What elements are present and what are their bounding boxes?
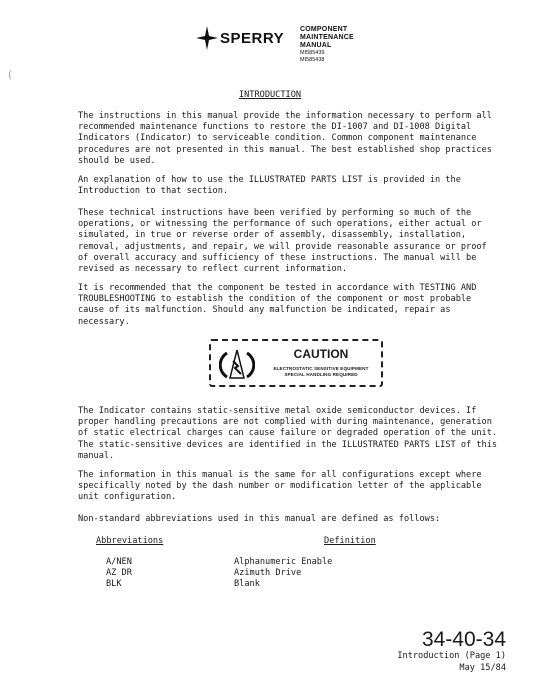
abbr-definition: Alphanumeric Enable bbox=[234, 557, 333, 567]
paragraph-parts-list: An explanation of how to use the ILLUSTRATED PARTS LIST is provided in the Introduction to that section. bbox=[78, 175, 461, 197]
paragraph-verification: These technical instructions have been verified by performing so much of the operations, or witnessing the performance of such operations, either actual or simulated, in true or reverse order of assembly, disassembly, installation, removal, adjustments, and repair, we will provide reasonable assurance or proof of overall accuracy and sufficiency of these instructions. The manual will be revised as necessary to reflect current information. bbox=[78, 208, 487, 275]
page-date: May 15/84 bbox=[459, 663, 506, 673]
esd-warning-icon bbox=[219, 347, 255, 383]
section-title-text: INTRODUCTION bbox=[238, 90, 302, 100]
paragraph-static-sensitive: The Indicator contains static-sensitive metal oxide semiconductor devices. If proper handling precautions are not complied with during maintenance, generation of static electrical charges can cause failure or degraded operation of the unit. The static-sensitive devices are identified in the ILLUSTRATED PARTS LIST of this manual. bbox=[78, 406, 498, 461]
paragraph-purpose: The instructions in this manual provide the information necessary to perform all recommended maintenance functions to restore the DI-1007 and DI-1008 Digital Indicators (Indicator) to serviceable condition. Common component maintenance procedures are not presented in this manual. The best established shop practices should be used. bbox=[78, 111, 492, 166]
manual-number-1: MI585439 bbox=[300, 50, 325, 56]
manual-title-line-1: COMPONENT bbox=[300, 26, 348, 33]
paragraph-testing: It is recommended that the component be tested in accordance with TESTING AND TROUBLESHOOTING to establish the condition of the component or most probable cause of its malfunction. Should any malfunction be indicated, repair as necessary. bbox=[78, 283, 477, 327]
abbr-term: AZ DR bbox=[106, 568, 132, 578]
paragraph-configurations: The information in this manual is the same for all configurations except where specifically noted by the dash number or modification letter of the applicable unit configuration. bbox=[78, 470, 482, 503]
abbr-term: BLK bbox=[106, 579, 122, 589]
definition-header-text: Definition bbox=[324, 536, 376, 546]
definition-header bbox=[324, 536, 376, 546]
manual-identification bbox=[300, 26, 420, 63]
abbr-term: A/NEN bbox=[106, 557, 132, 567]
caution-box bbox=[209, 339, 383, 387]
document-number: 34-40-34 bbox=[421, 628, 506, 651]
sperry-star-icon bbox=[196, 26, 288, 50]
page-label: Introduction (Page 1) bbox=[397, 651, 506, 661]
manual-number-2: MI585438 bbox=[300, 56, 325, 63]
caution-line-1: ELECTROSTATIC SENSITIVE EQUIPMENT bbox=[273, 366, 369, 371]
caution-title: CAUTION bbox=[293, 347, 349, 361]
manual-title-line-3: MANUAL bbox=[300, 42, 332, 49]
brand-wordmark: SPERRY bbox=[220, 30, 285, 47]
abbr-definition: Azimuth Drive bbox=[234, 568, 302, 578]
margin-mark: ( bbox=[8, 70, 12, 81]
abbreviations-header-text: Abbreviations bbox=[96, 536, 164, 546]
paragraph-abbreviations-intro: Non-standard abbreviations used in this manual are defined as follows: bbox=[78, 514, 441, 524]
abbreviations-header bbox=[96, 536, 163, 546]
sperry-logo bbox=[196, 26, 288, 50]
section-title bbox=[0, 90, 540, 100]
caution-line-2: SPECIAL HANDLING REQUIRED bbox=[284, 372, 358, 377]
abbr-definition: Blank bbox=[234, 579, 260, 589]
manual-title-line-2: MAINTENANCE bbox=[300, 34, 354, 41]
